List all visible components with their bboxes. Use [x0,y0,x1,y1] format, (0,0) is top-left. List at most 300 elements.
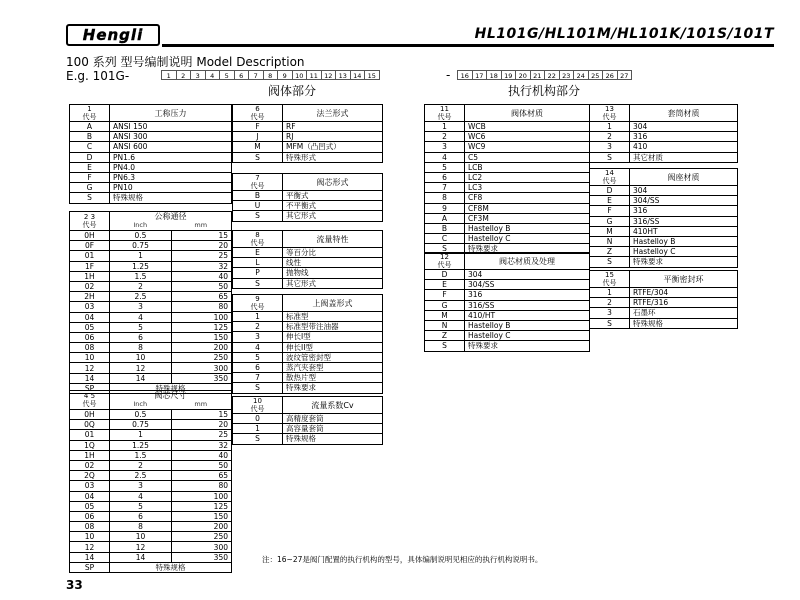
table-row [70,481,232,491]
table-cell: 线性 [283,258,383,268]
table-cell: 316 [465,290,590,300]
table-cell: 9 [425,203,465,213]
table-cell: 4 [233,342,283,352]
table-cell: 1 [110,430,172,440]
table-cell: 316 [630,206,738,216]
table-row [425,152,590,162]
table-cell: 02 [70,281,110,291]
table-cell: 3 [110,481,172,491]
table-cell: 304 [465,270,590,280]
table-title: 法兰形式 [283,105,383,122]
table-cell: 125 [172,501,232,511]
table-row [425,300,590,310]
table-cell: 2 [590,298,630,308]
table-row [70,373,232,383]
table-cell: LCB [465,162,590,172]
table-cell: 抛物线 [283,268,383,278]
slot-box: 13 [335,70,351,80]
table-cell: C5 [465,152,590,162]
code-label: 代号 [250,239,265,247]
table-row [70,353,232,363]
slot-box: 21 [530,70,546,80]
table-row [70,450,232,460]
table-cell: 350 [172,552,232,562]
code-label: 代号 [602,279,617,287]
table-title: 阀芯材质及处理 [465,253,590,270]
table-cell: 1F [70,261,110,271]
slot-box: 20 [515,70,531,80]
header-rule [162,44,774,47]
table-row [425,213,590,223]
column-code-header [590,169,630,186]
table-cell: 2 [425,132,465,142]
table-cell: 100 [172,491,232,501]
table-cell: 3 [110,302,172,312]
table-cell: 25 [172,430,232,440]
table-cell: 特殊要求 [465,341,590,351]
table-cell: 12 [70,363,110,373]
table-cell: 8 [110,522,172,532]
column-code-header [233,397,283,414]
table-cell: ANSI 300 [110,132,232,142]
table-row [425,203,590,213]
table-cell: 波纹管密封型 [283,352,383,362]
table-row [70,183,232,193]
column-code-header [70,105,110,122]
table-header-row [590,271,738,288]
table-cell: 2 [233,322,283,332]
table-cell: 3 [425,142,465,152]
table-cell: 316/SS [630,216,738,226]
table-cell: G [70,183,110,193]
spec-table-23 [69,211,232,394]
table-cell: F [70,172,110,182]
table-row [425,280,590,290]
table-cell: C [70,142,110,152]
table-cell: ANSI 150 [110,122,232,132]
table-cell: J [233,132,283,142]
table-cell: 2Q [70,471,110,481]
column-code-header [70,212,110,231]
table-cell: C [425,234,465,244]
table-row [70,501,232,511]
table-cell: 2 [590,132,630,142]
position-number: 11 [440,105,449,113]
table-row [425,223,590,233]
table-cell: 03 [70,481,110,491]
table-cell: 200 [172,522,232,532]
table-cell: 1.25 [110,440,172,450]
position-number: 13 [605,105,614,113]
table-row [70,542,232,552]
table-cell: 5 [110,501,172,511]
table-cell: Hastelloy C [465,331,590,341]
table-cell: 0Q [70,420,110,430]
spec-table-14 [589,168,738,268]
table-cell: 304/SS [630,196,738,206]
table-row [590,216,738,226]
table-cell: 特殊规格 [283,434,383,444]
table-row [233,248,383,258]
table-cell: 特殊要求 [465,244,590,254]
table-cell: 1 [590,288,630,298]
table-header-row [590,169,738,186]
code-label: 代号 [82,221,97,229]
table-cell: 2.5 [110,471,172,481]
table-cell: MFM（凸凹式） [283,142,383,152]
table-header-row [233,295,383,312]
code-label: 代号 [602,113,617,121]
table-cell: B [425,223,465,233]
table-row [70,511,232,521]
table-cell: WC9 [465,142,590,152]
table-header-row [425,105,590,122]
table-row [590,247,738,257]
table-cell: F [425,290,465,300]
table-row [590,236,738,246]
table-title-block [110,212,232,231]
slot-box: 23 [559,70,575,80]
table-cell: S [425,341,465,351]
table-cell: P [233,268,283,278]
model-slots-actuator [457,70,631,80]
table-row [233,122,383,132]
table-cell: 65 [172,471,232,481]
table-header-row [233,174,383,191]
spec-table-12 [424,252,590,352]
table-cell: 03 [70,302,110,312]
table-cell: CF8M [465,203,590,213]
table-row [233,152,383,162]
slot-box: 18 [486,70,502,80]
table-header-row [70,105,232,122]
table-cell: 特殊规格 [110,383,232,393]
slot-box: 2 [176,70,192,80]
table-cell: 200 [172,343,232,353]
table-cell: 伸长I型 [283,332,383,342]
table-cell: Hastelloy B [465,320,590,330]
column-code-header [70,391,110,410]
table-cell: S [425,244,465,254]
table-title: 公称通径 [154,212,187,221]
table-row [70,271,232,281]
table-cell: SP [70,383,110,393]
table-row [233,434,383,444]
table-cell: 1.5 [110,271,172,281]
table-cell: 25 [172,251,232,261]
position-number: 8 [255,231,260,239]
table-cell: S [233,434,283,444]
table-row [70,410,232,420]
table-title: 流量系数Cv [283,397,383,414]
table-cell: 410 [630,142,738,152]
table-cell: 3 [233,332,283,342]
table-cell: D [590,186,630,196]
code-label: 代号 [250,113,265,121]
spec-table-45 [69,390,232,573]
table-row [70,302,232,312]
hengli-logo [66,24,160,46]
table-cell: S [233,211,283,221]
unit-label: Inch [133,221,148,229]
table-cell: 4 [110,312,172,322]
table-row [70,122,232,132]
table-cell: S [70,193,110,203]
table-cell: 1.5 [110,450,172,460]
column-code-header [233,231,283,248]
table-row [590,257,738,267]
table-cell: WC6 [465,132,590,142]
position-number: 15 [605,271,614,279]
table-row [590,132,738,142]
table-cell: D [425,270,465,280]
table-cell: RTFE/304 [630,288,738,298]
table-cell: 0.75 [110,420,172,430]
table-row [233,191,383,201]
table-row [590,186,738,196]
table-cell: 0F [70,241,110,251]
table-title: 阀体材质 [465,105,590,122]
table-row [425,183,590,193]
table-row [590,318,738,328]
spec-table-6 [232,104,383,163]
table-cell: WCB [465,122,590,132]
table-row [70,162,232,172]
table-cell: CF3M [465,213,590,223]
header-title: HL101G/HL101M/HL101K/101S/101T [474,26,774,42]
table-row [233,332,383,342]
example-label: E.g. 101G- [66,69,130,83]
table-cell: 5 [233,352,283,362]
table-row [425,234,590,244]
table-cell: 标准型 [283,312,383,322]
table-row [70,552,232,562]
table-row [233,268,383,278]
table-row [70,532,232,542]
table-row [70,241,232,251]
position-number: 1 [87,105,92,113]
table-cell: 80 [172,481,232,491]
table-cell: 80 [172,302,232,312]
table-row [233,424,383,434]
table-cell: Z [590,247,630,257]
table-cell: 20 [172,241,232,251]
table-row [70,343,232,353]
table-cell: 2 [110,460,172,470]
table-cell: 1.25 [110,261,172,271]
slot-box: 4 [205,70,221,80]
table-cell: 300 [172,363,232,373]
table-cell: S [590,257,630,267]
position-number: 10 [253,397,262,405]
table-cell: 125 [172,322,232,332]
slot-box: 1 [161,70,177,80]
table-cell: 50 [172,460,232,470]
table-cell: 2H [70,292,110,302]
table-row [70,193,232,203]
table-cell: 50 [172,281,232,291]
unit-subheader [110,221,231,230]
slot-box: 10 [292,70,308,80]
table-cell: PN6.3 [110,172,232,182]
table-cell: 04 [70,491,110,501]
table-cell: PN1.6 [110,152,232,162]
table-cell: 06 [70,511,110,521]
table-title: 套筒材质 [630,105,738,122]
table-cell: E [233,248,283,258]
table-cell: 0H [70,410,110,420]
table-cell: 32 [172,440,232,450]
code-label: 代号 [250,182,265,190]
table-cell: 高容量套筒 [283,424,383,434]
table-row [233,414,383,424]
table-cell: 14 [110,552,172,562]
table-cell: 散热片型 [283,373,383,383]
table-cell: 05 [70,501,110,511]
table-cell: 304 [630,122,738,132]
slot-dash: - [446,68,451,82]
spec-table-11 [424,104,590,254]
slot-box: 3 [190,70,206,80]
table-row [590,288,738,298]
table-cell: 300 [172,542,232,552]
table-row [590,308,738,318]
model-slots-body [161,70,379,80]
table-cell: 8 [110,343,172,353]
table-header-row [70,212,232,231]
column-code-header [233,295,283,312]
table-cell: 1H [70,271,110,281]
table-row [233,322,383,332]
table-cell: F [233,122,283,132]
table-cell: 316 [630,132,738,142]
table-cell: 其它形式 [283,211,383,221]
column-code-header [233,174,283,191]
table-row [425,270,590,280]
table-row [590,196,738,206]
table-cell: 150 [172,511,232,521]
spec-table-10 [232,396,383,445]
table-cell: PN4.0 [110,162,232,172]
table-cell: 特殊规格 [630,318,738,328]
table-cell: Hastelloy C [465,234,590,244]
table-row [70,460,232,470]
table-cell: 08 [70,343,110,353]
footnote: 注：16~27是阀门配置的执行机构的型号，具体编制说明见相应的执行机构说明书。 [262,555,543,564]
table-cell: Hastelloy C [630,247,738,257]
table-cell: E [590,196,630,206]
table-cell: 10 [110,532,172,542]
table-cell: 特殊要求 [283,383,383,393]
logo-text: Hengli [82,26,144,44]
table-cell: 等百分比 [283,248,383,258]
table-cell: N [425,320,465,330]
table-cell: A [425,213,465,223]
table-cell: 7 [233,373,283,383]
table-cell: 10 [110,353,172,363]
spec-table-15 [589,270,738,329]
table-cell: 01 [70,251,110,261]
table-cell: 316/SS [465,300,590,310]
table-title: 流量特性 [283,231,383,248]
table-row [233,142,383,152]
table-row [233,312,383,322]
table-row [70,332,232,342]
column-code-header [425,105,465,122]
spec-table-1 [69,104,232,204]
code-label: 代号 [437,113,452,121]
table-cell: 150 [172,332,232,342]
table-row [70,312,232,322]
unit-label: Inch [133,400,148,408]
position-number: 9 [255,295,260,303]
slot-box: 27 [617,70,633,80]
slot-box: 17 [472,70,488,80]
table-cell: 8 [425,193,465,203]
slot-box: 19 [501,70,517,80]
table-cell: 4 [425,152,465,162]
table-row [70,152,232,162]
table-title: 平衡密封环 [630,271,738,288]
table-cell: RJ [283,132,383,142]
table-cell: 3 [590,142,630,152]
table-cell: S [590,152,630,162]
position-number: 7 [255,174,260,182]
table-row [425,193,590,203]
position-number: 6 [255,105,260,113]
table-row [590,206,738,216]
table-cell: 7 [425,183,465,193]
code-label: 代号 [250,303,265,311]
table-cell: 5 [425,162,465,172]
table-cell: G [590,216,630,226]
position-number: 14 [605,169,614,177]
table-cell: SP [70,562,110,572]
unit-label: mm [194,221,208,229]
table-cell: 5 [110,322,172,332]
table-cell: 1 [425,122,465,132]
column-code-header [590,105,630,122]
table-cell: 20 [172,420,232,430]
table-cell: 蒸汽夹套型 [283,362,383,372]
table-row [590,122,738,132]
table-row [70,261,232,271]
table-cell: F [590,206,630,216]
column-code-header [425,253,465,270]
table-cell: 6 [110,332,172,342]
slot-box: 26 [602,70,618,80]
table-cell: 250 [172,532,232,542]
table-title: 工称压力 [110,105,232,122]
table-row [70,322,232,332]
slot-box: 16 [457,70,473,80]
spec-table-7 [232,173,383,222]
table-row [233,201,383,211]
table-cell: 06 [70,332,110,342]
table-cell: 0.5 [110,410,172,420]
table-row [425,320,590,330]
table-cell: G [425,300,465,310]
position-number: 2 3 [83,213,96,221]
column-code-header [590,271,630,288]
table-cell: 01 [70,430,110,440]
table-title-block [110,391,232,410]
code-label: 代号 [437,261,452,269]
table-cell: B [70,132,110,142]
slot-box: 12 [321,70,337,80]
table-cell: 石墨环 [630,308,738,318]
table-cell: S [233,278,283,288]
